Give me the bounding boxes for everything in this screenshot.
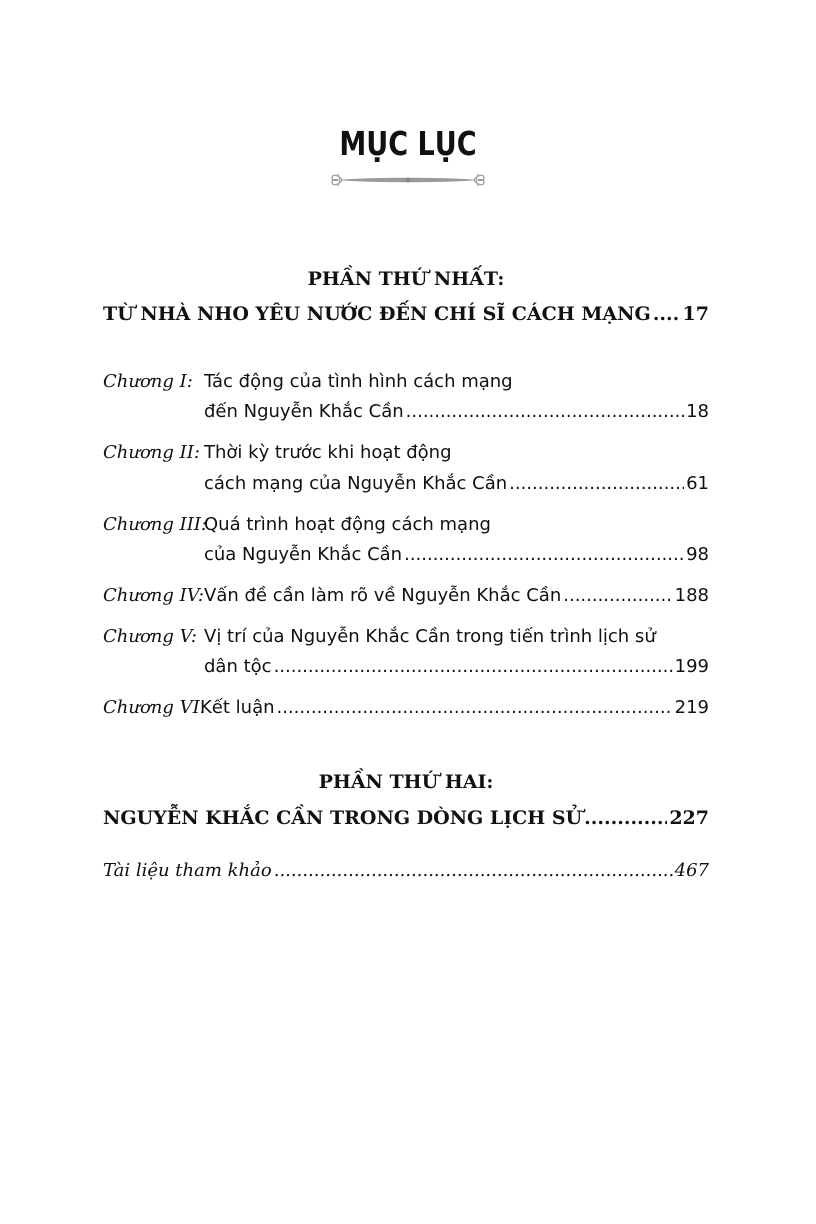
dot-leader — [404, 544, 684, 565]
chapter-5-entry[interactable] — [204, 656, 709, 677]
page-title: MỤC LỤC — [339, 124, 477, 163]
dot-leader — [653, 303, 681, 325]
part1-label: PHẦN THỨ NHẤT: — [307, 268, 505, 290]
chapter-1-page: 18 — [686, 401, 709, 422]
part1-page: 17 — [682, 303, 709, 325]
chapter-5-title-cont: dân tộc — [204, 656, 272, 677]
chapter-2-title[interactable]: Thời kỳ trước khi hoạt động — [204, 442, 452, 463]
chapter-6-page: 219 — [674, 697, 709, 718]
chapter-1-title-cont: đến Nguyễn Khắc Cần — [204, 401, 404, 422]
part2-label: PHẦN THỨ HAI: — [318, 771, 494, 793]
chapter-6-entry[interactable] — [200, 697, 709, 718]
chapter-2-label: Chương II: — [103, 442, 200, 463]
references-label: Tài liệu tham khảo — [103, 860, 272, 881]
dot-leader — [274, 860, 673, 881]
chapter-6-title: Kết luận — [200, 697, 275, 718]
chapter-4-page: 188 — [674, 585, 709, 606]
dot-leader — [277, 697, 673, 718]
decorative-divider-icon — [328, 168, 488, 192]
part1-entry[interactable] — [103, 303, 709, 325]
references-entry[interactable] — [103, 860, 709, 881]
dot-leader — [584, 807, 667, 829]
chapter-2-entry[interactable] — [204, 473, 709, 494]
dot-leader — [509, 473, 684, 494]
part2-heading: NGUYỄN KHẮC CẦN TRONG DÒNG LỊCH SỬ — [103, 807, 583, 829]
chapter-5-label: Chương V: — [103, 626, 197, 647]
dot-leader — [563, 585, 672, 606]
chapter-2-title-cont: cách mạng của Nguyễn Khắc Cần — [204, 473, 508, 494]
dot-leader — [274, 656, 673, 677]
chapter-1-entry[interactable] — [204, 401, 709, 422]
part2-page: 227 — [669, 807, 709, 829]
chapter-3-label: Chương III: — [103, 514, 208, 535]
chapter-4-title: Vấn đề cần làm rõ về Nguyễn Khắc Cần — [204, 585, 562, 606]
chapter-1-title[interactable]: Tác động của tình hình cách mạng — [204, 371, 513, 392]
part1-heading: TỪ NHÀ NHO YÊU NƯỚC ĐẾN CHÍ SĨ CÁCH MẠNG — [103, 303, 651, 325]
chapter-5-page: 199 — [674, 656, 709, 677]
chapter-2-page: 61 — [686, 473, 709, 494]
chapter-6-label: Chương VI: — [103, 697, 206, 718]
chapter-3-title-cont: của Nguyễn Khắc Cần — [204, 544, 403, 565]
chapter-3-entry[interactable] — [204, 544, 709, 565]
part2-entry[interactable] — [103, 807, 709, 829]
chapter-3-title[interactable]: Quá trình hoạt động cách mạng — [204, 514, 491, 535]
chapter-4-entry[interactable] — [204, 585, 709, 606]
references-page: 467 — [674, 860, 709, 881]
chapter-5-title[interactable]: Vị trí của Nguyễn Khắc Cần trong tiến trình lịch sử — [204, 626, 656, 647]
chapter-1-label: Chương I: — [103, 371, 193, 392]
chapter-3-page: 98 — [686, 544, 709, 565]
dot-leader — [406, 401, 684, 422]
chapter-4-label: Chương IV: — [103, 585, 204, 606]
